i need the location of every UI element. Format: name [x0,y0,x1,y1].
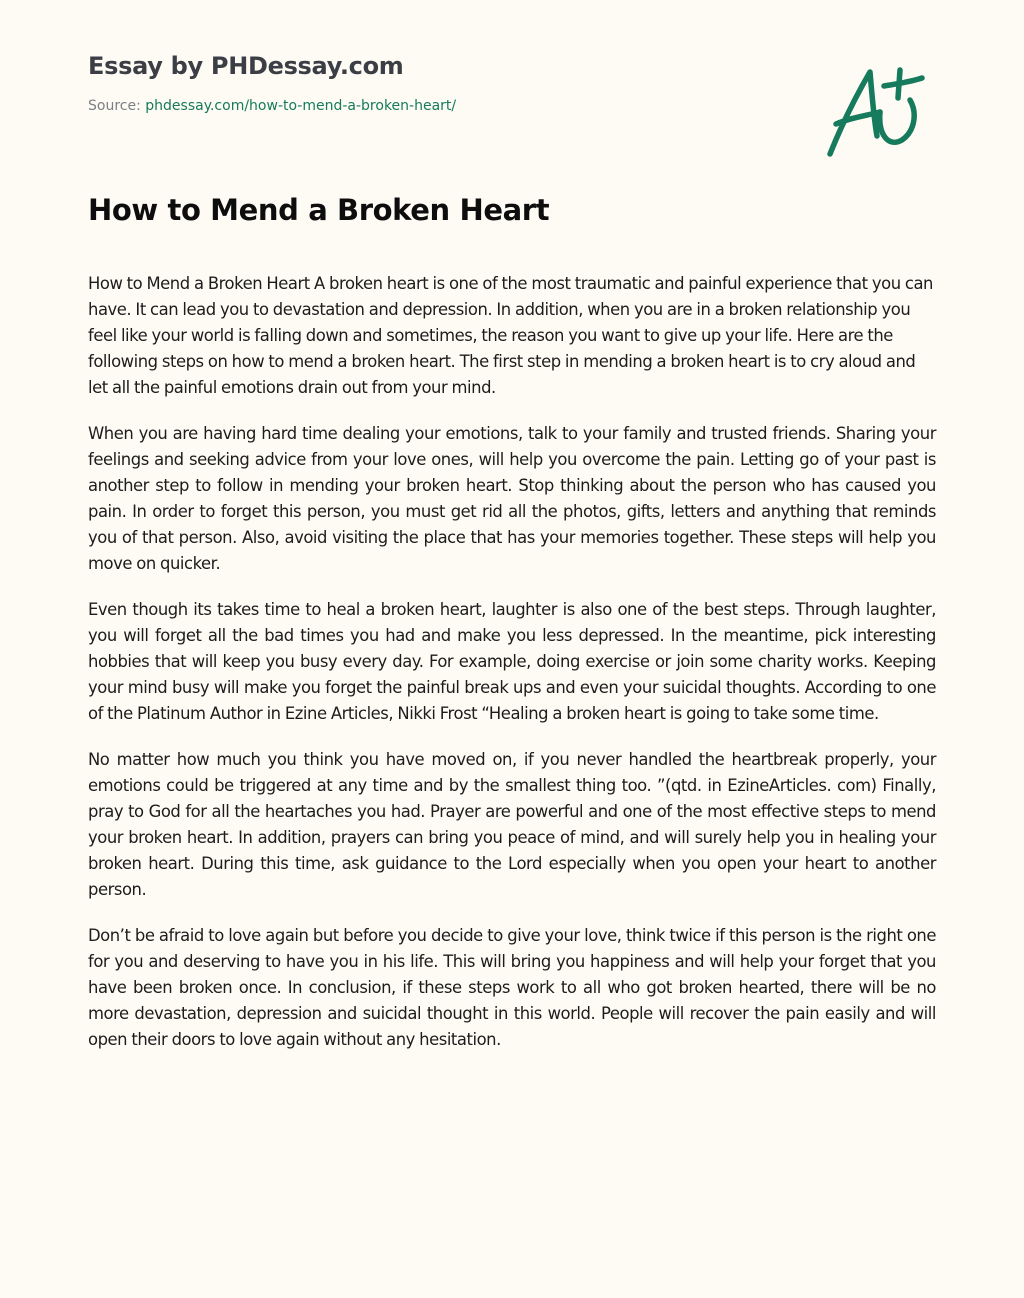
site-title: Essay by PHDessay.com [88,52,404,80]
essay-title: How to Mend a Broken Heart [88,193,550,227]
essay-paragraph: No matter how much you think you have moved on, if you never handled the heartbreak properly, your emotions could be triggered at any time and by the smallest thing too. ”(qtd. in EzineArticles. com) Finally, pray to God for all the heartaches you had. Prayer are powerful and one of the most effective steps to mend your broken heart. In addition, prayers can bring you peace of mind, and will surely help you in healing your broken heart. During this time, ask guidance to the Lord especially when you open your heart to another person. [88,750,936,899]
source-link[interactable]: phdessay.com/how-to-mend-a-broken-heart/ [145,98,457,114]
essay-paragraph: How to Mend a Broken Heart A broken heart is one of the most traumatic and painful experience that you can have. It can lead you to devastation and depression. In addition, when you are in a broken relationship you feel like your world is falling down and sometimes, the reason you want to give up your life. Here are the following steps on how to mend a broken heart. The first step in mending a broken heart is to cry aloud and let all the painful emotions drain out from your mind. [88,274,933,397]
essay-paragraph: When you are having hard time dealing your emotions, talk to your family and trusted friends. Sharing your feelings and seeking advice from your love ones, will help you overcome the pain. Letting go of your past is another step to follow in mending your broken heart. Stop thinking about the person who has caused you pain. In order to forget this person, you must get rid all the photos, gifts, letters and anything that reminds you of that person. Also, avoid visiting the place that has your memories together. These steps will help you move on quicker. [88,424,936,573]
source-label: Source: [88,98,146,114]
essay-paragraph: Even though its takes time to heal a broken heart, laughter is also one of the best steps. Through laughter, you will forget all the bad times you had and make you less depressed. In the meantime, pick interesting hobbies that will keep you busy every day. For example, doing exercise or join some charity works. Keeping your mind busy will make you forget the painful break ups and even your suicidal thoughts. According to one of the Platinum Author in Ezine Articles, Nikki Frost “Healing a broken heart is going to take some time. [88,600,936,723]
a-plus-grade-icon [822,62,932,162]
essay-paragraph: Don’t be afraid to love again but before you decide to give your love, think twice if this person is the right one for you and deserving to have you in his life. This will bring you happiness and will help your forget that you have been broken once. In conclusion, if these steps work to all who got broken hearted, there will be no more devastation, depression and suicidal thought in this world. People will recover the pain easily and will open their doors to love again without any hesitation. [88,926,936,1049]
source-line [88,96,456,116]
essay-body [88,271,936,1073]
page-header [88,50,456,116]
